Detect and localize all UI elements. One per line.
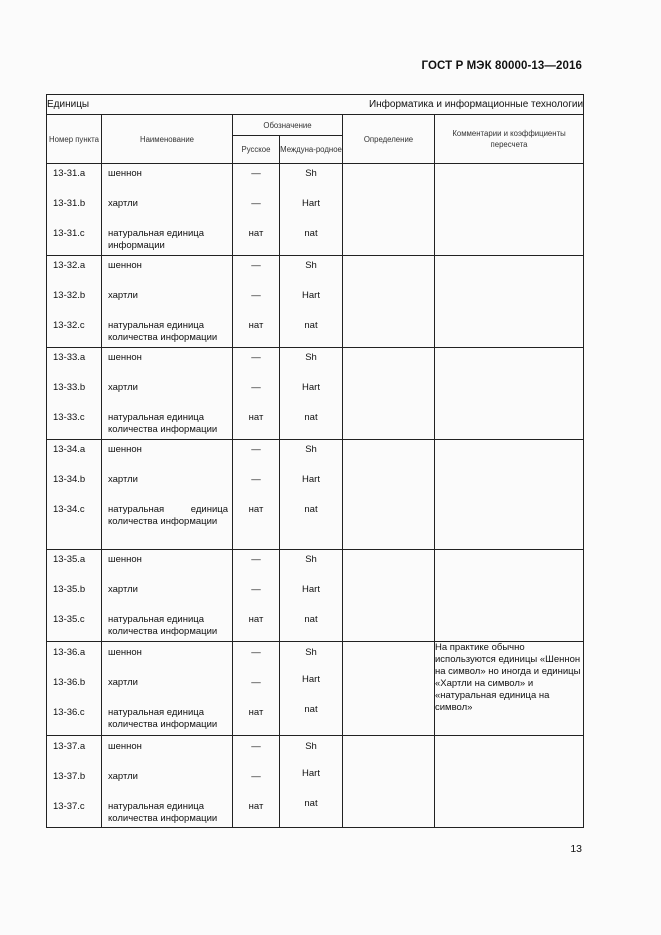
unit-name: натуральная единица количества информации [108, 320, 218, 343]
international-symbol: Sh [305, 168, 317, 179]
cell-comment [435, 164, 584, 256]
item-number: 13-32.a [53, 260, 86, 271]
international-symbol: Hart [302, 474, 320, 485]
russian-symbol: нат [248, 801, 264, 812]
cell-item-number [47, 348, 102, 440]
unit-name: шеннон [108, 168, 142, 179]
cell-item-number [47, 642, 102, 736]
cell-comment: На практике обычно используются единицы «Шеннон на символ» но иногда и единицы «Хартли на символ» и «натуральная единица на символ» [435, 642, 584, 736]
cell-russian [233, 550, 280, 642]
cell-russian [233, 164, 280, 256]
international-symbol: Sh [305, 647, 317, 658]
item-number: 13-37.c [53, 801, 85, 812]
cell-russian [233, 736, 280, 828]
cell-definition [343, 550, 435, 642]
cell-definition [343, 348, 435, 440]
unit-name: хартли [108, 382, 138, 393]
item-number: 13-36.b [53, 677, 86, 688]
col-header-name: Наименование [102, 115, 233, 164]
cell-international [280, 256, 343, 348]
item-number: 13-31.c [53, 228, 85, 239]
cell-international [280, 164, 343, 256]
unit-name: хартли [108, 771, 138, 782]
russian-symbol: — [251, 382, 261, 393]
cell-international [280, 440, 343, 550]
unit-name: шеннон [108, 741, 142, 752]
unit-name: хартли [108, 474, 138, 485]
international-symbol: Sh [305, 741, 317, 752]
col-header-item-number: Номер пункта [47, 115, 102, 164]
russian-symbol: — [251, 168, 261, 179]
russian-symbol: нат [248, 707, 264, 718]
international-symbol: Sh [305, 352, 317, 363]
item-number: 13-33.b [53, 382, 86, 393]
cell-russian [233, 348, 280, 440]
cell-comment [435, 348, 584, 440]
cell-comment [435, 736, 584, 828]
cell-international [280, 550, 343, 642]
cell-definition [343, 164, 435, 256]
international-symbol: Hart [302, 382, 320, 393]
international-symbol: Sh [305, 260, 317, 271]
unit-name: хартли [108, 677, 138, 688]
international-symbol: Hart [302, 768, 320, 779]
cell-definition [343, 440, 435, 550]
unit-name: хартли [108, 584, 138, 595]
item-number: 13-33.a [53, 352, 86, 363]
item-number: 13-31.a [53, 168, 86, 179]
header-row-1 [47, 115, 584, 136]
item-number: 13-32.c [53, 320, 85, 331]
cell-russian [233, 440, 280, 550]
item-number: 13-35.b [53, 584, 86, 595]
unit-name: натуральная единица количества информации [108, 412, 218, 435]
russian-symbol: — [251, 741, 261, 752]
unit-name: натуральная единица информации [108, 228, 204, 251]
col-header-definition: Определение [343, 115, 435, 164]
table-body [47, 164, 584, 828]
cell-name [102, 550, 233, 642]
item-number: 13-35.c [53, 614, 85, 625]
international-symbol: nat [304, 320, 318, 331]
table-row-group [47, 440, 584, 550]
col-header-russian: Русское [233, 136, 280, 164]
international-symbol: nat [304, 504, 318, 515]
international-symbol: nat [304, 798, 318, 809]
cell-name [102, 256, 233, 348]
document-header: ГОСТ Р МЭК 80000-13—2016 [421, 60, 582, 72]
cell-item-number [47, 736, 102, 828]
international-symbol: Hart [302, 198, 320, 209]
cell-item-number [47, 550, 102, 642]
unit-name: натуральная единица количества информации [108, 504, 228, 527]
international-symbol: nat [304, 614, 318, 625]
item-number: 13-36.a [53, 647, 86, 658]
item-number: 13-33.c [53, 412, 85, 423]
unit-name: шеннон [108, 444, 142, 455]
item-number: 13-37.a [53, 741, 86, 752]
unit-name: хартли [108, 290, 138, 301]
international-symbol: nat [304, 412, 318, 423]
table-row-group [47, 348, 584, 440]
cell-item-number [47, 440, 102, 550]
cell-name [102, 440, 233, 550]
russian-symbol: — [251, 444, 261, 455]
cell-russian [233, 642, 280, 736]
russian-symbol: — [251, 677, 261, 688]
russian-symbol: — [251, 290, 261, 301]
cell-definition [343, 736, 435, 828]
item-number: 13-31.b [53, 198, 86, 209]
russian-symbol: — [251, 198, 261, 209]
russian-symbol: — [251, 584, 261, 595]
cell-definition [343, 642, 435, 736]
item-number: 13-36.c [53, 707, 85, 718]
unit-name: шеннон [108, 352, 142, 363]
item-number: 13-35.a [53, 554, 86, 565]
international-symbol: nat [304, 704, 318, 715]
table-row-group [47, 256, 584, 348]
item-number: 13-34.a [53, 444, 86, 455]
international-symbol: Sh [305, 444, 317, 455]
table-row-group [47, 550, 584, 642]
cell-name [102, 164, 233, 256]
russian-symbol: нат [248, 504, 264, 515]
col-header-international: Междуна-родное [280, 136, 343, 164]
item-number: 13-37.b [53, 771, 86, 782]
international-symbol: Hart [302, 584, 320, 595]
cell-item-number [47, 256, 102, 348]
table-row-group [47, 642, 584, 736]
unit-name: натуральная единица количества информации [108, 801, 218, 824]
unit-name: шеннон [108, 260, 142, 271]
unit-name: хартли [108, 198, 138, 209]
table-row-group [47, 736, 584, 828]
table-title-right: Информатика и информационные технологии [368, 99, 584, 110]
russian-symbol: — [251, 474, 261, 485]
unit-name: натуральная единица количества информации [108, 614, 218, 637]
table-title-left: Единицы [47, 99, 90, 110]
cell-international [280, 736, 343, 828]
cell-international [280, 348, 343, 440]
item-number: 13-34.b [53, 474, 86, 485]
international-symbol: Hart [302, 674, 320, 685]
international-symbol: Sh [305, 554, 317, 565]
russian-symbol: — [251, 771, 261, 782]
page-number: 13 [570, 843, 582, 855]
cell-comment [435, 550, 584, 642]
unit-name: шеннон [108, 647, 142, 658]
international-symbol: Hart [302, 290, 320, 301]
cell-name [102, 348, 233, 440]
item-number: 13-32.b [53, 290, 86, 301]
russian-symbol: нат [248, 412, 264, 423]
russian-symbol: нат [248, 228, 264, 239]
item-number: 13-34.c [53, 504, 85, 515]
cell-comment [435, 256, 584, 348]
russian-symbol: — [251, 554, 261, 565]
col-header-designation: Обозначение [233, 115, 343, 136]
table-row-group [47, 164, 584, 256]
russian-symbol: — [251, 352, 261, 363]
table-title-row [47, 95, 584, 115]
cell-international [280, 642, 343, 736]
russian-symbol: — [251, 647, 261, 658]
cell-comment [435, 440, 584, 550]
russian-symbol: — [251, 260, 261, 271]
unit-name: шеннон [108, 554, 142, 565]
russian-symbol: нат [248, 320, 264, 331]
international-symbol: nat [304, 228, 318, 239]
russian-symbol: нат [248, 614, 264, 625]
col-header-comments: Комментарии и коэффициенты пересчета [435, 115, 584, 164]
unit-name: натуральная единица количества информации [108, 707, 218, 730]
cell-name [102, 642, 233, 736]
units-table [46, 94, 584, 828]
cell-russian [233, 256, 280, 348]
cell-name [102, 736, 233, 828]
cell-item-number [47, 164, 102, 256]
cell-definition [343, 256, 435, 348]
